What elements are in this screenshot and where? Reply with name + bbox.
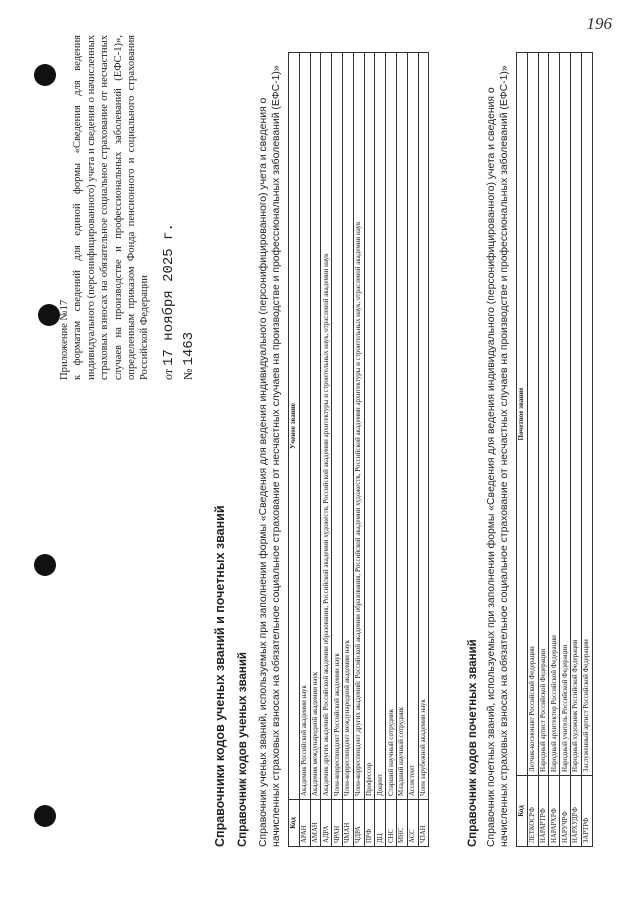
table-row [581,53,592,847]
row-name: Заслуженный артист Российской Федерации [581,53,592,776]
table-row [332,53,343,847]
table-row [560,53,571,847]
row-code: АМАН [310,800,321,847]
row-code: АСС [407,800,418,847]
date-value: 17 ноября 2025 г. [160,223,177,366]
row-code: НАРУЧРФ [560,776,571,847]
row-name: Член-корреспондент международной академии наук [342,53,353,800]
table-row [396,53,407,847]
section1-title: Справочник кодов ученых званий [237,652,249,847]
table-row [299,53,310,847]
row-name: Народный артист Российской Федерации [538,53,549,776]
row-name: Доцент [375,53,386,800]
row-code: ЧЗАН [418,800,429,847]
section2-intro: Справочник почетных званий, используемых при заполнении формы «Сведения для ведения индивидуального (персонифицированного) учета и сведения о начисленных страховых взносах на обязательное социальное страхование от несчастных случаев на производстве и профессиональных заболеваний (ЕФС-1)» [486,65,510,847]
row-name: Народный учитель Российской Федерации [560,53,571,776]
academic-titles-table [288,52,429,847]
row-name: Член-корреспондент Российской академии наук [332,53,343,800]
table-row [570,53,581,847]
col-name-header: Ученое звание [289,53,300,800]
row-name: Член-корреспондент других академий: Российской академии образования, Российской академии художеств, Российской академии архитектуры и строительных наук, отраслевой академии наук [353,53,364,800]
row-code: НАРХУДРФ [570,776,581,847]
row-code: АРАН [299,800,310,847]
number-prefix: № [181,368,196,380]
row-code: ЗАРТРФ [581,776,592,847]
row-code: ЧРАН [332,800,343,847]
date-prefix: от [160,368,175,380]
row-code: ДЦ [375,800,386,847]
section2-title: Справочник кодов почетных званий [467,639,479,847]
table-header-row [517,53,528,847]
annex-date [162,35,176,380]
col-code-header: Код [289,800,300,847]
row-code: СНС [386,800,397,847]
table-row [538,53,549,847]
row-name: Младший научный сотрудник [396,53,407,800]
row-name: Академик других академий: Российской академии образования, Российской академии художеств, Российской академии архитектуры и строительных наук, отраслевой академии наук [321,53,332,800]
table-row [527,53,538,847]
row-name: Народный архитектор Российской Федерации [549,53,560,776]
table-row [364,53,375,847]
row-code: ЧДРА [353,800,364,847]
row-code: НАРАРХРФ [549,776,560,847]
row-name: Академик международной академии наук [310,53,321,800]
row-name: Народный художник Российской Федерации [570,53,581,776]
annex-text: к форматам сведений для единой формы «Сведения для ведения индивидуального (персонифицированного) учета и сведения о начисленных страховых взносах на обязательное социальное страхование от несчастных случаев на производстве и профессиональных заболеваний (ЕФС-1)», определенным приказом Фонда пенсионного и социального страхования Российской Федерации [72,35,151,380]
annex-title: Приложение №17 [59,299,70,380]
table-row [353,53,364,847]
row-name: Летчик-космонавт Российской Федерации [527,53,538,776]
table-row [375,53,386,847]
number-value: 1463 [181,331,198,366]
table-row [310,53,321,847]
row-code: ЛЕТКОСРФ [527,776,538,847]
annex-number [182,35,196,380]
row-name: Ассистент [407,53,418,800]
page-number: 196 [586,14,612,33]
row-code: НАРАРТРФ [538,776,549,847]
row-code: ЧМАН [342,800,353,847]
table-header-row [289,53,300,847]
section1-intro: Справочник ученых званий, используемых при заполнении формы «Сведения для ведения индивидуального (персонифицированного) учета и сведения о начисленных страховых взносах на обязательное социальное страхование от несчастных случаев на производстве и профессиональных заболеваний (ЕФС-1)» [258,65,282,847]
annex-block [58,35,197,380]
table-row [386,53,397,847]
main-title: Справочники кодов ученых званий и почетных званий [213,505,227,847]
row-name: Член зарубежной академии наук [418,53,429,800]
row-code: АДРА [321,800,332,847]
col-code-header: Код [517,776,528,847]
row-code: МНС [396,800,407,847]
col-name-header: Почетное звание [517,53,528,776]
row-name: Профессор [364,53,375,800]
row-name: Академик Российской академии наук [299,53,310,800]
table-row [321,53,332,847]
table-row [407,53,418,847]
table-row [549,53,560,847]
table-row [342,53,353,847]
row-code: ПРФ [364,800,375,847]
table-row [418,53,429,847]
row-name: Старший научный сотрудник [386,53,397,800]
honorary-titles-table [516,52,593,847]
